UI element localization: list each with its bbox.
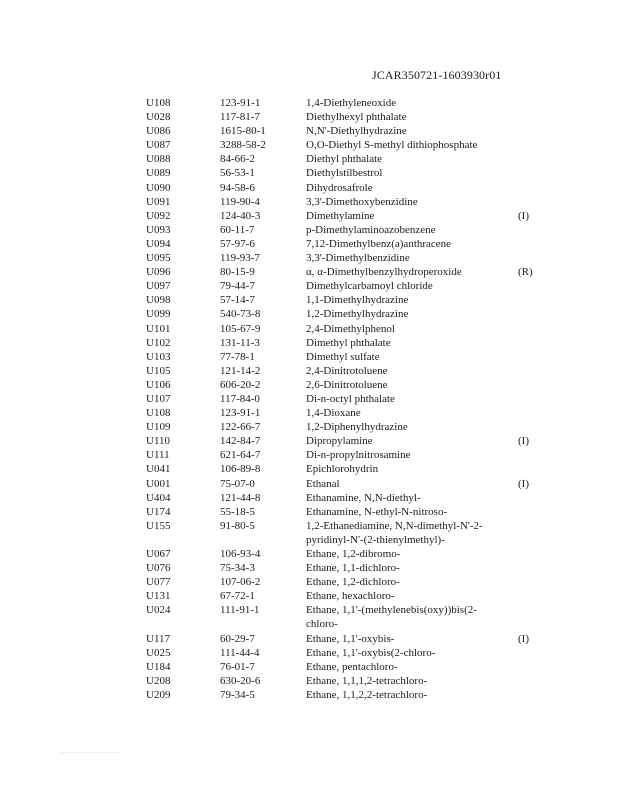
hazard-code: (I) xyxy=(518,209,529,222)
table-row xyxy=(146,660,546,674)
cas-number: 121-14-2 xyxy=(220,364,261,377)
table-row xyxy=(146,603,546,631)
substance-name-line: N,N'-Diethylhydrazine xyxy=(306,125,407,138)
substance-name xyxy=(306,505,516,519)
substance-name-line: 2,6-Dinitrotoluene xyxy=(306,378,388,391)
waste-code: U067 xyxy=(146,548,171,560)
substance-name-line: 1,2-Dimethylhydrazine xyxy=(306,308,409,321)
substance-name-line: Dihydrosafrole xyxy=(306,181,373,194)
cas-number: 106-93-4 xyxy=(220,548,261,560)
table-row xyxy=(146,209,546,223)
substance-name-line: chloro- xyxy=(306,618,338,631)
substance-name xyxy=(306,279,516,293)
cas-number: 121-44-8 xyxy=(220,491,261,504)
table-row xyxy=(146,350,546,364)
cas-number: 630-20-6 xyxy=(220,674,261,687)
substance-name xyxy=(306,223,516,237)
cas-number: 84-66-2 xyxy=(220,153,255,166)
waste-code: U087 xyxy=(146,139,171,152)
table-row xyxy=(146,575,546,589)
document-id: JCAR350721-1603930r01 xyxy=(372,68,502,82)
table-row xyxy=(146,688,546,702)
cas-number: 75-07-0 xyxy=(220,477,255,490)
table-row xyxy=(146,279,546,293)
substance-name-line: p-Dimethylaminoazobenzene xyxy=(306,223,436,236)
cas-number: 117-81-7 xyxy=(220,111,260,124)
substance-name-line: Dipropylamine xyxy=(306,435,373,448)
table-row xyxy=(146,336,546,350)
cas-number: 57-97-6 xyxy=(220,237,255,250)
table-row xyxy=(146,589,546,603)
table-row xyxy=(146,322,546,336)
substance-name xyxy=(306,477,516,491)
table-row xyxy=(146,223,546,237)
substance-name-line: Ethanamine, N-ethyl-N-nitroso- xyxy=(306,505,448,518)
waste-code: U090 xyxy=(146,181,171,194)
cas-number: 79-44-7 xyxy=(220,280,255,293)
substance-name xyxy=(306,674,516,688)
cas-number: 57-14-7 xyxy=(220,294,255,307)
waste-code: U077 xyxy=(146,576,171,589)
table-row xyxy=(146,152,546,166)
table-row xyxy=(146,477,546,491)
substance-name-line: Diethyl phthalate xyxy=(306,153,383,166)
waste-code: U024 xyxy=(146,604,171,617)
table-row xyxy=(146,505,546,519)
table-row xyxy=(146,674,546,688)
table-row xyxy=(146,547,546,561)
cas-number: 105-67-9 xyxy=(220,322,261,335)
substance-name-line: 2,4-Dimethylphenol xyxy=(306,322,395,335)
substance-name xyxy=(306,110,516,124)
waste-code: U041 xyxy=(146,463,171,476)
substance-name xyxy=(306,462,516,476)
substance-name-line: Ethane, 1,1'-(methylenebis(oxy))bis(2- xyxy=(306,604,477,617)
table-row xyxy=(146,392,546,406)
substance-name xyxy=(306,350,516,364)
substance-name xyxy=(306,96,516,110)
substance-name xyxy=(306,307,516,321)
table-row xyxy=(146,124,546,138)
table-row xyxy=(146,406,546,420)
substance-name xyxy=(306,660,516,674)
waste-code: U001 xyxy=(146,477,171,490)
table-row xyxy=(146,195,546,209)
cas-number: 80-15-9 xyxy=(220,266,255,279)
waste-code: U094 xyxy=(146,237,171,250)
waste-code: U088 xyxy=(146,153,171,166)
substance-name-line: Ethane, 1,1,2,2-tetrachloro- xyxy=(306,688,428,701)
cas-number: 111-44-4 xyxy=(220,646,260,659)
substance-name-line: Ethane, 1,1,1,2-tetrachloro- xyxy=(306,674,428,687)
waste-code: U025 xyxy=(146,646,171,659)
cas-number: 106-89-8 xyxy=(220,463,261,476)
cas-number: 111-91-1 xyxy=(220,604,260,617)
table-row xyxy=(146,237,546,251)
substance-name-line: Di-n-propylnitrosamine xyxy=(306,449,411,462)
cas-number: 94-58-6 xyxy=(220,181,255,194)
cas-number: 1615-80-1 xyxy=(220,125,266,138)
substance-name-line: Diethylhexyl phthalate xyxy=(306,111,407,124)
substance-name xyxy=(306,575,516,589)
cas-number: 119-93-7 xyxy=(220,252,260,265)
waste-code: U106 xyxy=(146,378,171,391)
table-row xyxy=(146,462,546,476)
table-row xyxy=(146,448,546,462)
hazard-code: (R) xyxy=(518,266,533,279)
waste-code: U110 xyxy=(146,435,171,448)
substance-name-line: Ethane, 1,1-dichloro- xyxy=(306,562,400,575)
substance-name-line: Ethane, 1,2-dichloro- xyxy=(306,576,400,589)
waste-code: U155 xyxy=(146,519,171,532)
substance-name-line: 3,3'-Dimethylbenzidine xyxy=(306,252,410,265)
table-row xyxy=(146,181,546,195)
cas-number: 60-11-7 xyxy=(220,223,255,236)
cas-number: 119-90-4 xyxy=(220,195,260,208)
hazard-code: (I) xyxy=(518,435,529,448)
substance-name xyxy=(306,322,516,336)
substance-name xyxy=(306,632,516,646)
table-row xyxy=(146,138,546,152)
waste-code: U108 xyxy=(146,97,171,109)
waste-code: U109 xyxy=(146,421,171,434)
substance-name-line: 1,2-Diphenylhydrazine xyxy=(306,421,408,434)
table-row xyxy=(146,378,546,392)
cas-number: 91-80-5 xyxy=(220,519,255,532)
table-row xyxy=(146,420,546,434)
substance-name-line: 1,1-Dimethylhydrazine xyxy=(306,294,409,307)
substance-name-line: 3,3'-Dimethoxybenzidine xyxy=(306,195,418,208)
waste-code: U091 xyxy=(146,195,171,208)
substance-name-line: Dimethyl sulfate xyxy=(306,350,380,363)
hazard-code: (I) xyxy=(518,632,529,645)
substance-name xyxy=(306,166,516,180)
cas-number: 142-84-7 xyxy=(220,435,261,448)
waste-code: U089 xyxy=(146,167,171,180)
footer-rule xyxy=(60,752,122,753)
waste-code: U131 xyxy=(146,590,171,603)
substance-name xyxy=(306,195,516,209)
table-row xyxy=(146,646,546,660)
substance-name xyxy=(306,392,516,406)
substance-name xyxy=(306,251,516,265)
waste-code: U184 xyxy=(146,660,171,673)
waste-code: U102 xyxy=(146,336,171,349)
substance-name-line: Ethane, 1,2-dibromo- xyxy=(306,548,401,560)
table-row xyxy=(146,519,546,547)
waste-code: U076 xyxy=(146,562,171,575)
cas-number: 75-34-3 xyxy=(220,562,255,575)
substance-name-line: 1,2-Ethanediamine, N,N-dimethyl-N'-2- xyxy=(306,519,483,532)
substance-name xyxy=(306,491,516,505)
table-row xyxy=(146,96,546,110)
waste-code: U105 xyxy=(146,364,171,377)
waste-code: U028 xyxy=(146,111,171,124)
waste-code: U209 xyxy=(146,688,171,701)
substance-name xyxy=(306,646,516,660)
substance-name-line: 1,4-Diethyleneoxide xyxy=(306,97,397,109)
substance-name-line: Dimethylcarbamoyl chloride xyxy=(306,280,433,293)
substance-name xyxy=(306,138,516,152)
cas-number: 56-53-1 xyxy=(220,167,255,180)
waste-code: U404 xyxy=(146,491,171,504)
substance-name-line: 7,12-Dimethylbenz(a)anthracene xyxy=(306,237,452,250)
substance-name xyxy=(306,152,516,166)
substance-name xyxy=(306,547,516,561)
substance-name-line: Ethane, 1,1'-oxybis(2-chloro- xyxy=(306,646,436,659)
waste-code: U108 xyxy=(146,407,171,420)
substance-name xyxy=(306,603,516,631)
waste-code: U093 xyxy=(146,223,171,236)
cas-number: 606-20-2 xyxy=(220,378,261,391)
substance-name xyxy=(306,293,516,307)
substance-name xyxy=(306,265,516,279)
substance-name xyxy=(306,336,516,350)
cas-number: 107-06-2 xyxy=(220,576,261,589)
cas-number: 3288-58-2 xyxy=(220,139,266,152)
waste-code: U092 xyxy=(146,209,171,222)
table-row xyxy=(146,364,546,378)
cas-number: 67-72-1 xyxy=(220,590,255,603)
substance-name-line: 2,4-Dinitrotoluene xyxy=(306,364,388,377)
waste-code: U086 xyxy=(146,125,171,138)
substance-name xyxy=(306,209,516,223)
waste-code: U208 xyxy=(146,674,171,687)
cas-number: 123-91-1 xyxy=(220,407,261,420)
table-row xyxy=(146,632,546,646)
cas-number: 77-78-1 xyxy=(220,350,255,363)
cas-number: 131-11-3 xyxy=(220,336,260,349)
table-row xyxy=(146,561,546,575)
substance-name xyxy=(306,688,516,702)
table-row xyxy=(146,307,546,321)
substance-name-line: O,O-Diethyl S-methyl dithiophosphate xyxy=(306,139,478,152)
substance-name xyxy=(306,589,516,603)
cas-number: 540-73-8 xyxy=(220,308,261,321)
cas-number: 123-91-1 xyxy=(220,97,261,109)
cas-number: 124-40-3 xyxy=(220,209,261,222)
waste-code: U117 xyxy=(146,632,171,645)
table-row xyxy=(146,293,546,307)
substance-name-line: Ethane, 1,1'-oxybis- xyxy=(306,632,395,645)
table-row xyxy=(146,251,546,265)
waste-code: U107 xyxy=(146,392,171,405)
substance-name-line: pyridinyl-N'-(2-thienylmethyl)- xyxy=(306,533,445,546)
waste-code: U098 xyxy=(146,294,171,307)
table-row xyxy=(146,434,546,448)
cas-number: 79-34-5 xyxy=(220,688,255,701)
waste-code: U099 xyxy=(146,308,171,321)
cas-number: 122-66-7 xyxy=(220,421,261,434)
substance-name-line: Diethylstilbestrol xyxy=(306,167,383,180)
substance-name-line: Dimethyl phthalate xyxy=(306,336,391,349)
cas-number: 621-64-7 xyxy=(220,449,261,462)
substance-name-line: Ethane, pentachloro- xyxy=(306,660,398,673)
substance-name-line: Dimethylamine xyxy=(306,209,375,222)
cas-number: 55-18-5 xyxy=(220,505,255,518)
substance-name-line: α, α-Dimethylbenzylhydroperoxide xyxy=(306,266,462,279)
waste-code: U096 xyxy=(146,266,171,279)
substance-name xyxy=(306,519,516,547)
waste-code: U095 xyxy=(146,252,171,265)
waste-code: U111 xyxy=(146,449,170,462)
cas-number: 117-84-0 xyxy=(220,392,260,405)
substance-name xyxy=(306,378,516,392)
waste-code: U101 xyxy=(146,322,171,335)
table-row xyxy=(146,166,546,180)
substance-name xyxy=(306,448,516,462)
cas-number: 76-01-7 xyxy=(220,660,255,673)
substance-name-line: 1,4-Dioxane xyxy=(306,407,361,420)
substance-name xyxy=(306,561,516,575)
table-row xyxy=(146,265,546,279)
substance-name xyxy=(306,237,516,251)
substance-name xyxy=(306,181,516,195)
substance-name-line: Di-n-octyl phthalate xyxy=(306,392,395,405)
cas-number: 60-29-7 xyxy=(220,632,255,645)
substance-name xyxy=(306,406,516,420)
table-row xyxy=(146,491,546,505)
substance-name-line: Ethanal xyxy=(306,477,340,490)
substance-name xyxy=(306,420,516,434)
substance-name-line: Ethanamine, N,N-diethyl- xyxy=(306,491,421,504)
table-row xyxy=(146,110,546,124)
substance-name xyxy=(306,364,516,378)
hazard-code: (I) xyxy=(518,477,529,490)
substance-name xyxy=(306,124,516,138)
waste-code: U174 xyxy=(146,505,171,518)
substance-name-line: Ethane, hexachloro- xyxy=(306,590,395,603)
substance-name xyxy=(306,434,516,448)
hazardous-waste-table xyxy=(146,96,546,702)
waste-code: U103 xyxy=(146,350,171,363)
waste-code: U097 xyxy=(146,280,171,293)
substance-name-line: Epichlorohydrin xyxy=(306,463,379,476)
